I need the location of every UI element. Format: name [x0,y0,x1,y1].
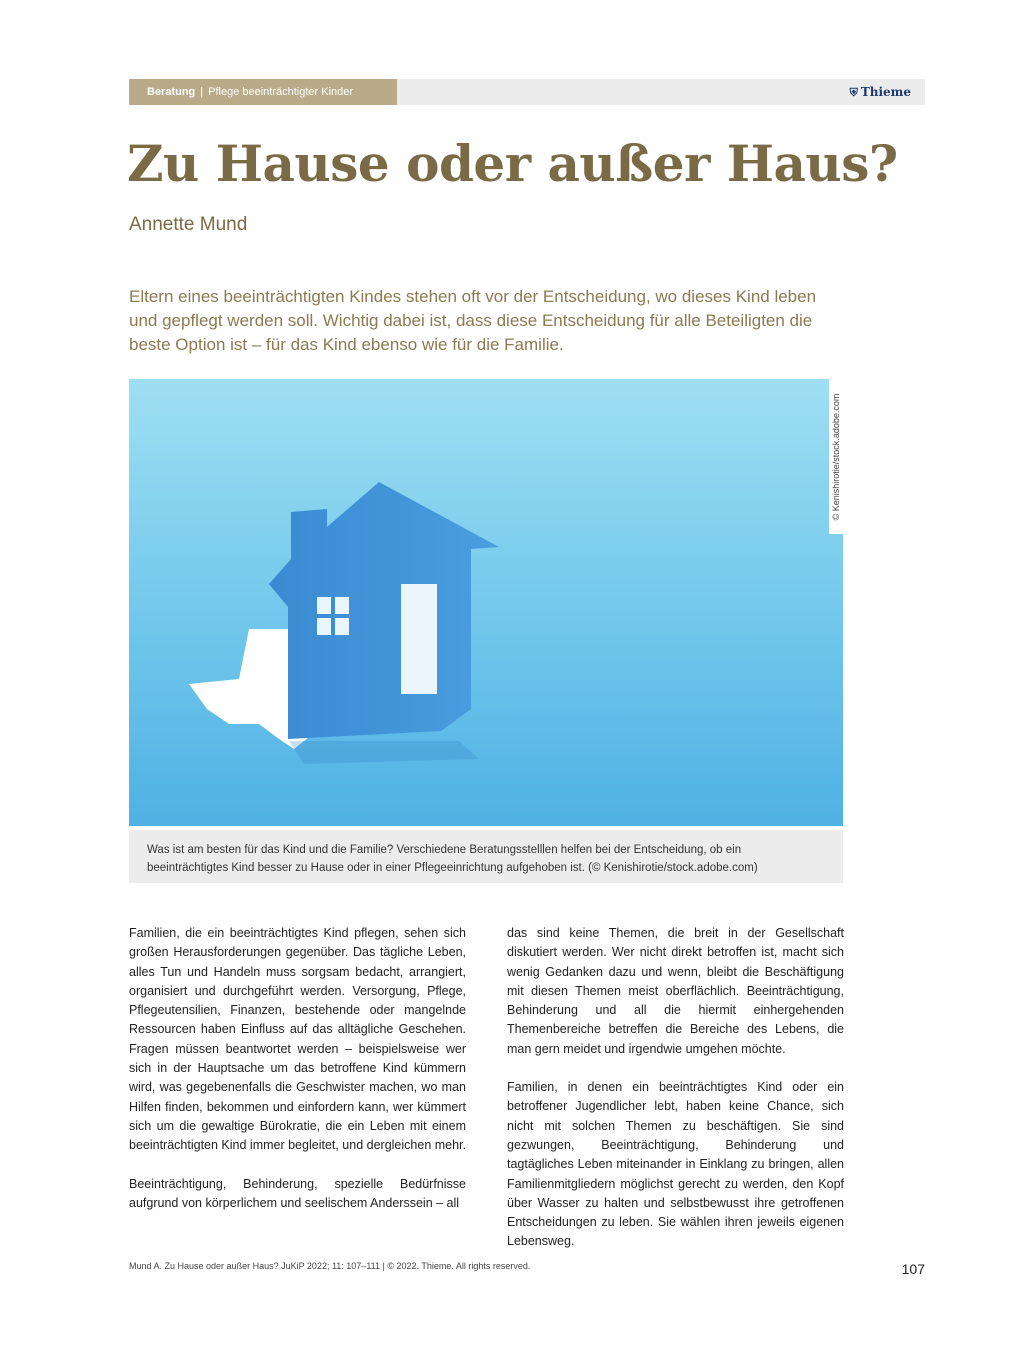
article-title: Zu Hause oder außer Haus? [127,134,898,193]
body-column-left [129,924,466,1232]
section-name: Beratung [147,86,196,98]
shield-icon: ⛨ [849,86,858,99]
paper-house-illustration [129,379,843,826]
section-separator: | [200,86,204,98]
body-paragraph: Beeinträchtigung, Behinderung, spezielle Bedürfnisse aufgrund von körperlichem und seelischem Anderssein – all [129,1176,466,1210]
article-figure [129,379,843,826]
section-topic: Pflege beeinträchtigter Kinder [208,86,354,98]
body-paragraph: Familien, die ein beeinträchtigtes Kind pflegen, sehen sich großen Herausforderungen gegenüber. Das tägliche Leben, alles Tun und Handeln muss sorgsam bedacht, arrangiert, organisiert und durchgeführt werden. Versorgung, Pflege, Pflegeutensilien, Finanzen, bestehende oder mangelnde Ressourcen haben Einfluss auf das alltägliche Geschehen. Fragen müssen beantwortet werden – beispielsweise wer sich in der Hauptsache um das betroffene Kind kümmern wird, was gegebenenfalls die Geschwister machen, wo man Hilfen finden, bekommen und einfordern kann, wer kümmert sich um die gewaltige Bürokratie, die ein Leben mit einem beeinträchtigten Kind immer begleitet, und dergleichen mehr. [129,926,467,1153]
body-paragraph: das sind keine Themen, die breit in der Gesellschaft diskutiert werden. Wer nicht direkt betroffen ist, macht sich wenig Gedanken dazu und wenn, bleibt die Beschäftigung mit diesen Themen meist oberflächlich. Beeinträchtigung, Behinderung und all die hiermit einhergehenden Themenbereiche betreffen die Bereiche des Lebens, die man gern meidet und irgendwie umgehen möchte. [507,926,844,1056]
publisher-logo [850,79,911,106]
page-number: 107 [901,1261,925,1277]
body-paragraph: Familien, in denen ein beeinträchtigtes Kind oder ein betroffener Jugendlicher lebt, haben keine Chance, sich nicht mit solchen Themen zu beschäftigen. Sie sind gezwungen, Beeinträchtigung, Behinderung und tagtägliches Leben miteinander in Einklang zu bringen, allen Familienmitgliedern möglichst gerecht zu werden, den Kopf über Wasser zu halten und selbstbewusst ihre getroffenen Entscheidungen zu leben. Sie wählen ihren jeweils eigenen Lebensweg. [507,1080,844,1249]
article-lead: Eltern eines beeinträchtigten Kindes stehen oft vor der Entscheidung, wo dieses Kind leben und gepflegt werden soll. Wichtig dabei ist, dass diese Entscheidung für alle Beteiligten die beste Option ist – für das Kind ebenso wie für die Familie. [129,287,817,354]
section-label [129,79,397,105]
image-credit-text: © Kenishirotie/stock.adobe.com [831,393,841,521]
running-header [129,79,925,105]
publisher-name: Thieme [860,85,911,99]
house-door [401,584,437,694]
image-credit [829,379,843,534]
citation-footer: Mund A. Zu Hause oder außer Haus? JuKiP 2022; 11: 107–111 | © 2022. Thieme. All rights reserved. [129,1261,531,1271]
body-column-right [507,924,844,1271]
article-author: Annette Mund [129,214,248,235]
figure-caption: Was ist am besten für das Kind und die Familie? Verschiedene Beratungsstelllen helfen bei der Entscheidung, ob ein beeinträchtigtes Kind besser zu Hause oder in einer Pflegeeinrichtung aufgehoben ist. (© Kenishirotie/stock.adobe.com) [129,830,843,883]
